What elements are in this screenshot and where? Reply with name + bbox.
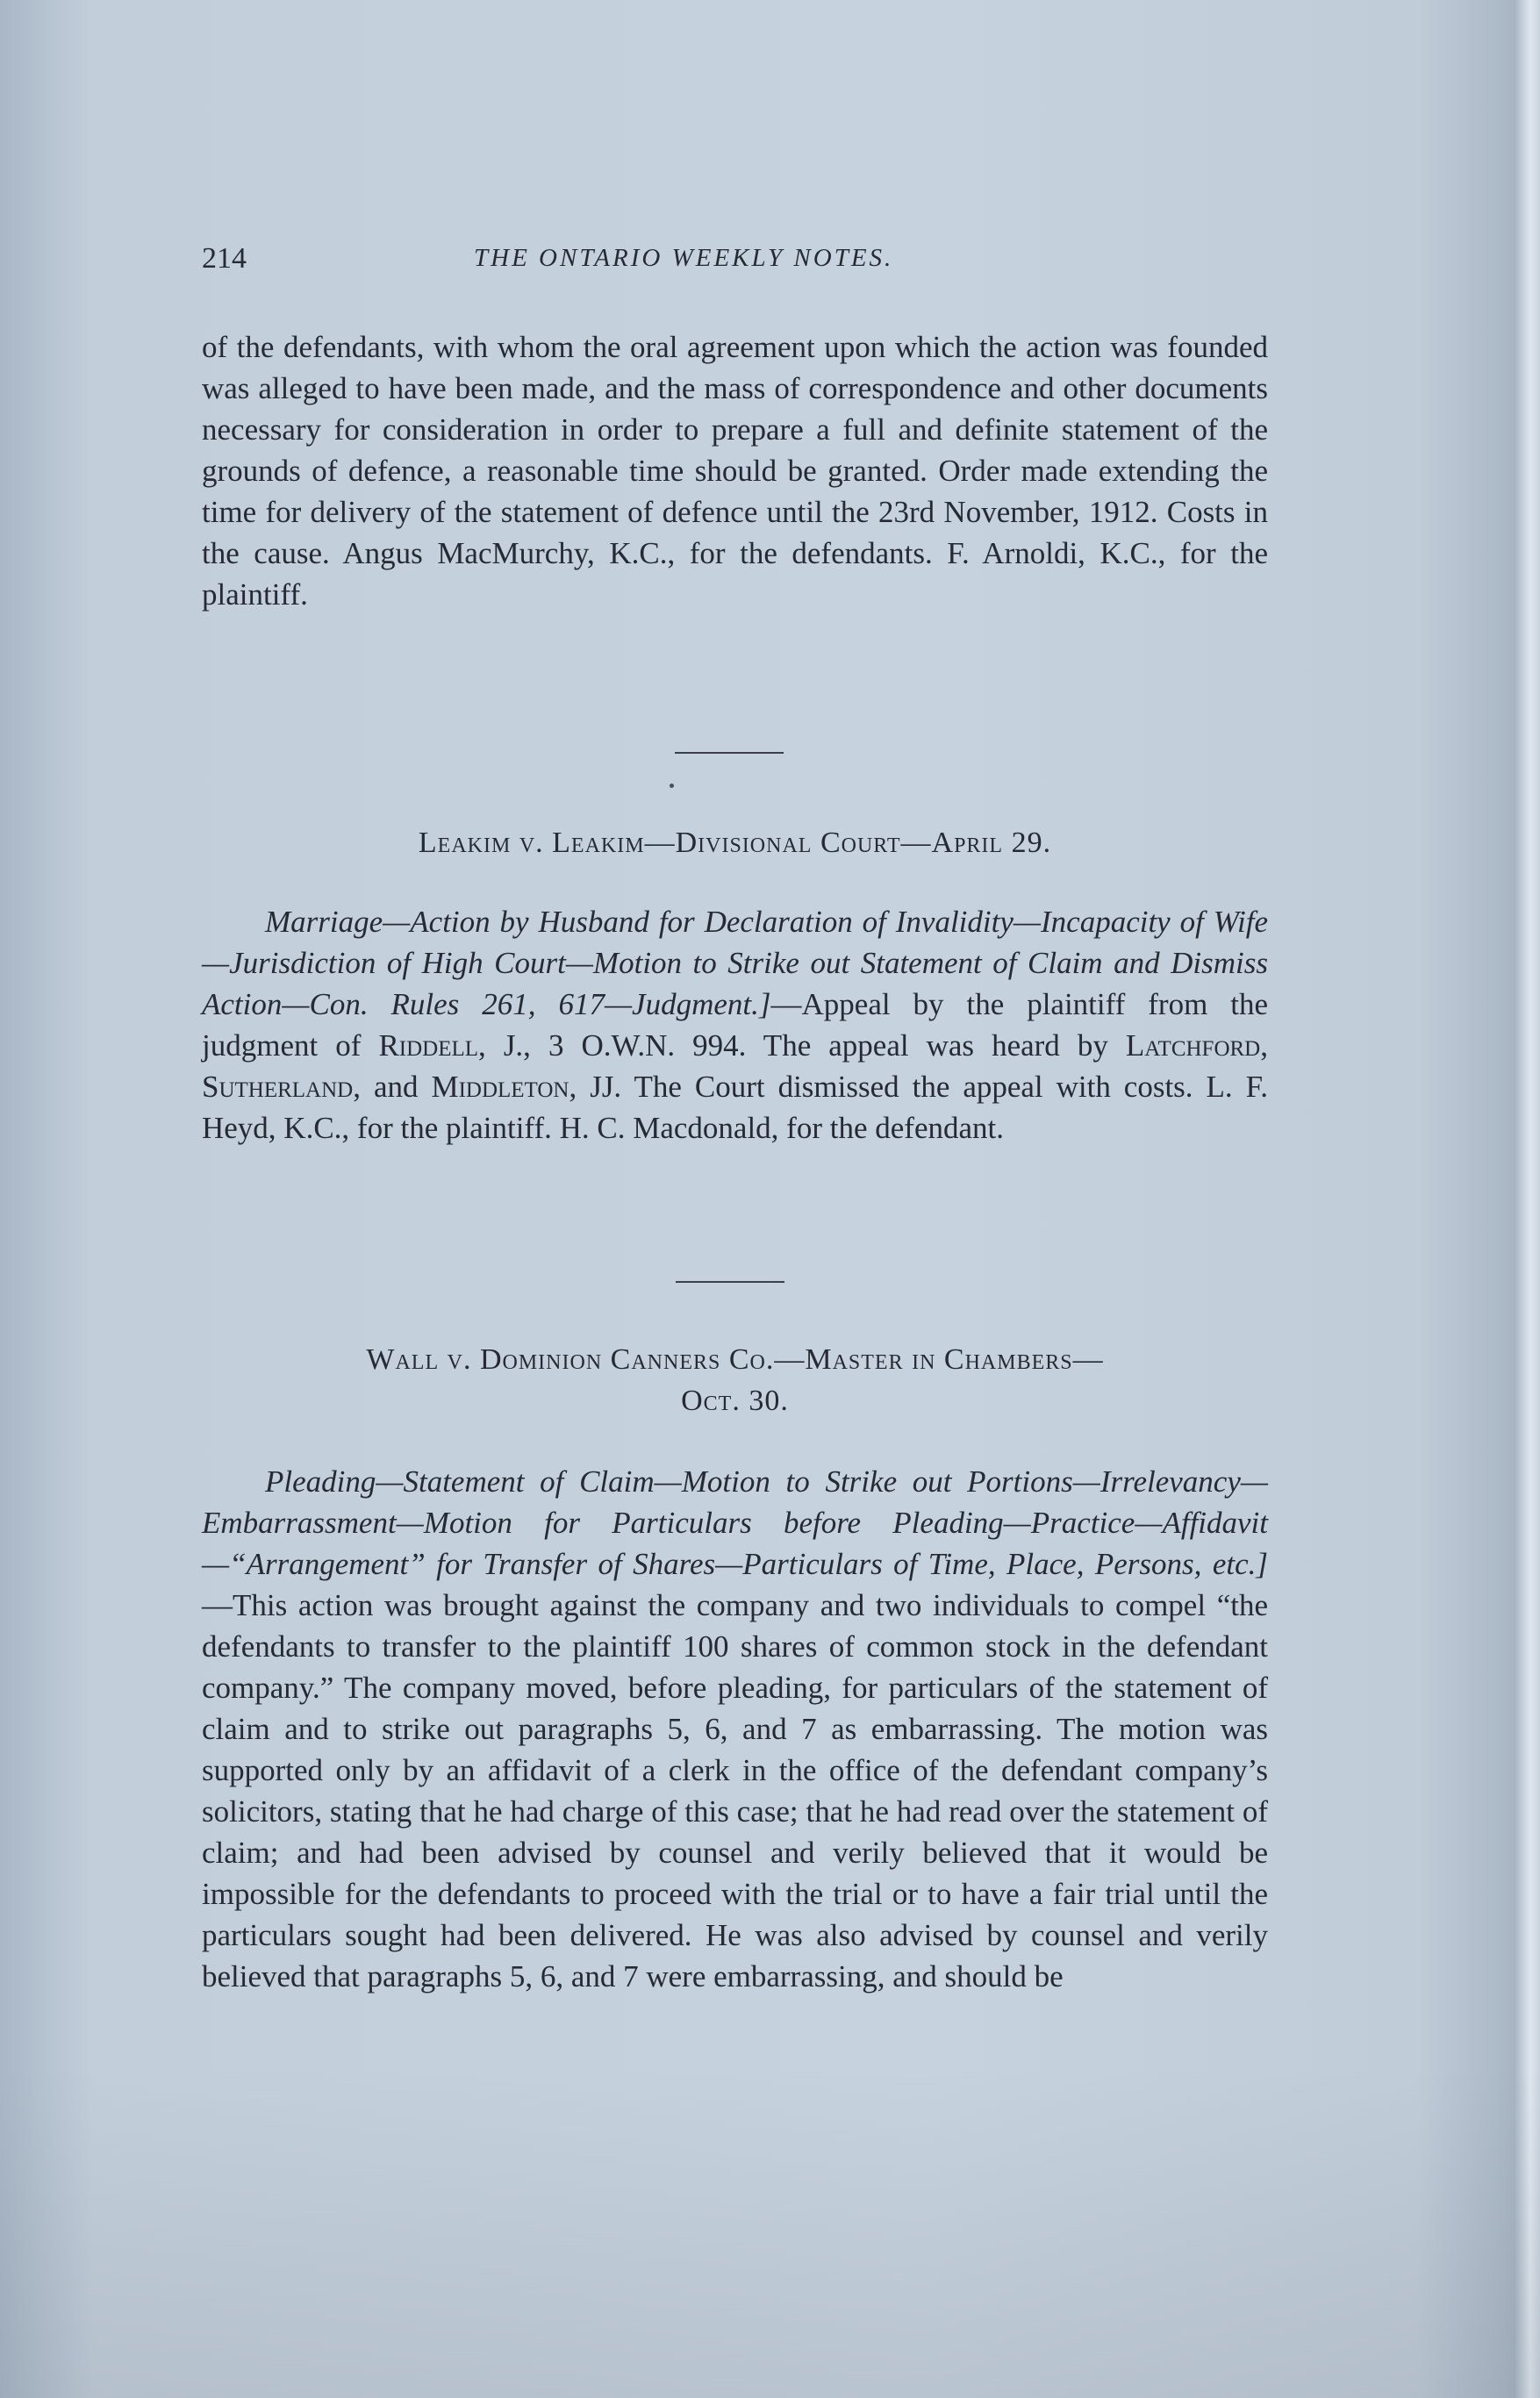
- running-header: [202, 242, 1268, 286]
- judge-name: Middleton: [431, 1070, 569, 1104]
- case-report-leakim: [202, 901, 1268, 1149]
- paragraph-continuation: of the defendants, with whom the oral agreement upon which the action was founded was alleged to have been made, and the mass of correspondence and other documents necessary for consideration in order to prepare a full and definite statement of the grounds of defence, a reasonable time should be granted. Order made extending the time for delivery of the statement of defence until the 23rd November, 1912. Costs in the cause. Angus MacMurchy, K.C., for the defendants. F. Arnoldi, K.C., for the plaintiff.: [202, 330, 1268, 612]
- judge-name: Riddell: [378, 1028, 479, 1063]
- running-title: THE ONTARIO WEEKLY NOTES.: [474, 244, 894, 272]
- report-text: ,: [1260, 1028, 1268, 1063]
- judge-name: Sutherland: [202, 1070, 354, 1104]
- headnote-leakim: Marriage—Action by Husband for Declaration of Invalidity—Incapacity of Wife—Jurisdiction of High Court—Motion to Strike out Statement of Claim and Dismiss Action—Con. Rules 261, 617—Judgment.]: [202, 905, 1268, 1021]
- case-heading-leakim: Leakim v. Leakim—Divisional Court—April 29.: [418, 827, 1052, 859]
- page-shadow: [0, 2065, 1540, 2398]
- report-text: , J., 3 O.W.N. 994. The appeal was heard by: [478, 1028, 1126, 1063]
- case-heading-line: Oct. 30.: [681, 1385, 789, 1417]
- ink-dot: [670, 784, 674, 788]
- judge-name: Latchford: [1125, 1028, 1261, 1063]
- section-divider: [675, 752, 784, 754]
- case-report-wall: [202, 1461, 1268, 1997]
- case-heading-wall: [202, 1339, 1268, 1421]
- section-divider: [676, 1281, 784, 1283]
- case-heading-line: Wall v. Dominion Canners Co.—Master in Chambers—: [366, 1343, 1104, 1376]
- headnote-wall: Pleading—Statement of Claim—Motion to Strike out Portions—Irrelevancy—Embarrassment—Motion for Particulars before Pleading—Practice—Affidavit—“Arrangement” for Transfer of Shares—Particulars of Time, Place, Persons, etc.]: [202, 1464, 1268, 1581]
- page-edge: [1515, 0, 1540, 2398]
- report-text: —This action was brought against the company and two individuals to compel “the defendants to transfer to the plaintiff 100 shares of common stock in the defendant company.” The company moved, before pleading, for particulars of the statement of claim and to strike out paragraphs 5, 6, and 7 as embarrassing. The motion was supported only by an affidavit of a clerk in the office of the defendant company’s solicitors, stating that he had charge of this case; that he had read over the statement of claim; and had been advised by counsel and verily believed that it would be impossible for the defendants to proceed with the trial or to have a fair trial until the particulars sought had been delivered. He was also advised by counsel and verily believed that paragraphs 5, 6, and 7 were embarrassing, and should be: [202, 1588, 1268, 1994]
- report-text: , and: [353, 1070, 432, 1104]
- page-number: 214: [202, 242, 247, 275]
- report-text: —Appeal by the plaintiff from the judgment of: [202, 987, 1269, 1063]
- report-text: , JJ. The Court dismissed the appeal with costs. L. F. Heyd, K.C., for the plaintiff. H. C. Macdonald, for the defendant.: [202, 1070, 1268, 1145]
